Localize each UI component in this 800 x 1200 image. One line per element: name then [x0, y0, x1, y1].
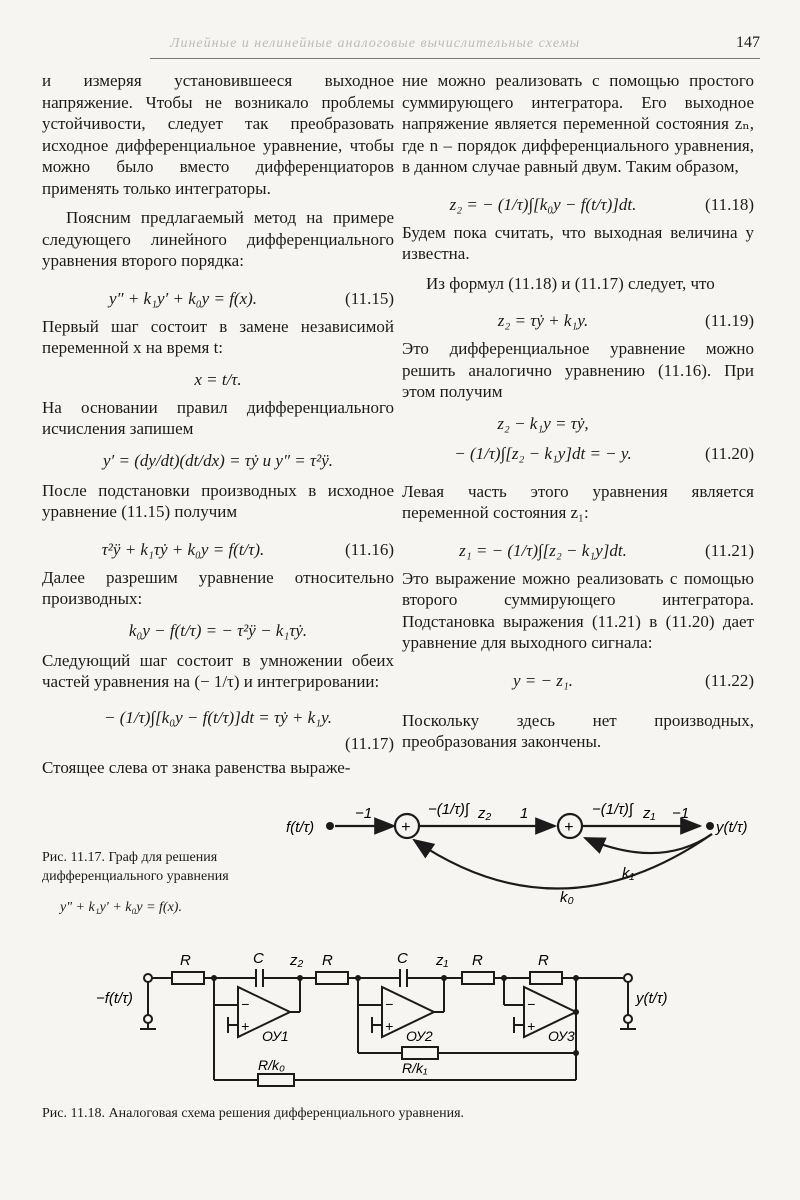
graph-gain-in: −1 [355, 805, 373, 822]
circuit-r4: R [538, 952, 549, 969]
equation-11-15: y″ + k₁y′ + k₀y = f(x). (11.15) [108, 288, 394, 308]
equation-11-17: − (1/τ)∫[k₀y − f(t/τ)]dt = τẏ + k₁y. (11.17) [104, 707, 394, 753]
paragraph: и измеряя установившееся выходное напряжение. Чтобы не возникало проблемы устойчивости, следует так преобразовать исходное дифференциальное уравнение, чтобы можно было вместо дифференциаторов применять только интеграторы. [42, 71, 394, 198]
paragraph: Это выражение можно реализовать с помощью второго суммирующего интегратора. Подстановка выражения (11.21) в (11.20) дает уравнение для выходного сигнала: [402, 568, 754, 652]
circuit-op3-minus: − [527, 996, 536, 1012]
circuit-r2: R [322, 952, 333, 969]
graph-input-label: f(t/τ) [286, 819, 315, 836]
graph-z1: z₁ [643, 805, 656, 822]
graph-int1: −(1/τ)∫ [428, 801, 469, 818]
paragraph: Левая часть этого уравнения является переменной состояния z₁: [402, 481, 754, 522]
paragraph: Стоящее слева от знака равенства выраже- [42, 757, 351, 777]
figure-11-18-circuit [0, 945, 800, 1095]
graph-int2: −(1/τ)∫ [592, 801, 633, 818]
equation-11-21: z₁ = − (1/τ)∫[z₂ − k₁y]dt. (11.21) [459, 540, 754, 560]
circuit-c2: C [397, 950, 408, 967]
figure-11-17-caption: Рис. 11.17. Граф для решения дифференциального уравнения y″ + k₁y′ + k₀y = f(x). [42, 850, 229, 915]
paragraph: Первый шаг состоит в замене независимой переменной x на время t: [42, 316, 394, 357]
page-header [150, 32, 760, 59]
equation-11-16: τ²ÿ + k₁τẏ + k₀y = f(t/τ). (11.16) [101, 539, 394, 559]
figure-11-18-caption: Рис. 11.18. Аналоговая схема решения дифференциального уравнения. [42, 1106, 465, 1121]
circuit-op3-label: ОУ3 [548, 1028, 575, 1044]
circuit-c1: C [253, 950, 264, 967]
equation-11-20a: z₂ − k₁y = τẏ, [497, 413, 589, 433]
left-column [42, 70, 394, 786]
circuit-op1-label: ОУ1 [262, 1028, 289, 1044]
circuit-z1: z₁ [436, 952, 449, 969]
circuit-r1: R [180, 952, 191, 969]
circuit-op2-label: ОУ2 [406, 1028, 433, 1044]
circuit-r-k1: R/k₁ [402, 1060, 428, 1076]
figure-11-17-graph [0, 790, 800, 920]
right-column [402, 70, 754, 761]
graph-k1: k₁ [622, 865, 635, 882]
paragraph: Будем пока считать, что выходная величина y известна. [402, 222, 754, 263]
equation-11-18: z₂ = − (1/τ)∫[k₀y − f(t/τ)]dt. (11.18) [449, 194, 754, 214]
graph-plus-2: + [564, 819, 574, 836]
paragraph: Это дифференциальное уравнение можно решить аналогично уравнению (11.16). При этом получим [402, 339, 754, 401]
graph-gain-out: −1 [672, 805, 690, 822]
circuit-op2-plus: + [385, 1018, 394, 1034]
circuit-output-label: y(t/τ) [636, 990, 668, 1007]
equation-11-20: − (1/τ)∫[z₂ − k₁y]dt = − y. (11.20) [454, 443, 754, 463]
paragraph: Поясним предлагаемый метод на примере следующего линейного дифференциального уравнения второго порядка: [42, 208, 394, 270]
graph-plus-1: + [401, 819, 411, 836]
running-title: Линейные и нелинейные аналоговые вычислительные схемы [170, 36, 581, 51]
paragraph: После подстановки производных в исходное уравнение (11.15) получим [42, 480, 394, 521]
graph-one: 1 [520, 805, 529, 822]
paragraph: Далее разрешим уравнение относительно производных: [42, 567, 394, 608]
circuit-input-label: −f(t/τ) [96, 990, 133, 1007]
circuit-op1-minus: − [241, 996, 250, 1012]
graph-k0: k₀ [560, 889, 574, 906]
paragraph: Следующий шаг состоит в умножении обеих частей уравнения на (− 1/τ) и интегрировании: [42, 650, 394, 691]
circuit-r3: R [472, 952, 483, 969]
paragraph: Поскольку здесь нет производных, преобразования закончены. [402, 710, 754, 751]
paragraph: На основании правил дифференциального исчисления запишем [42, 397, 394, 438]
graph-output-label: y(t/τ) [716, 819, 748, 836]
equation-solve: k₀y − f(t/τ) = − τ²ÿ − k₁τẏ. [128, 620, 308, 640]
circuit-op1-plus: + [241, 1018, 250, 1034]
paragraph: ние можно реализовать с помощью простого суммирующего интегратора. Его выходное напряжение является переменной состояния zₙ, где n – порядок дифференциального уравнения, в данном случае равный двум. Таким образом, [402, 71, 754, 176]
graph-z2: z₂ [478, 805, 492, 822]
circuit-r-k0: R/k₀ [258, 1057, 285, 1073]
equation-11-19: z₂ = τẏ + k₁y. (11.19) [497, 311, 754, 330]
equation-x: x = t/τ. [194, 369, 242, 389]
equation-derivatives: y′ = (dy/dt)(dt/dx) = τẏ и y″ = τ²ÿ. [102, 450, 334, 470]
circuit-op2-minus: − [385, 996, 394, 1012]
equation-11-22: y = − z₁. (11.22) [512, 670, 754, 690]
circuit-z2: z₂ [290, 952, 304, 969]
page-number: 147 [736, 34, 760, 51]
paragraph: Из формул (11.18) и (11.17) следует, что [426, 273, 715, 293]
circuit-op3-plus: + [527, 1018, 536, 1034]
